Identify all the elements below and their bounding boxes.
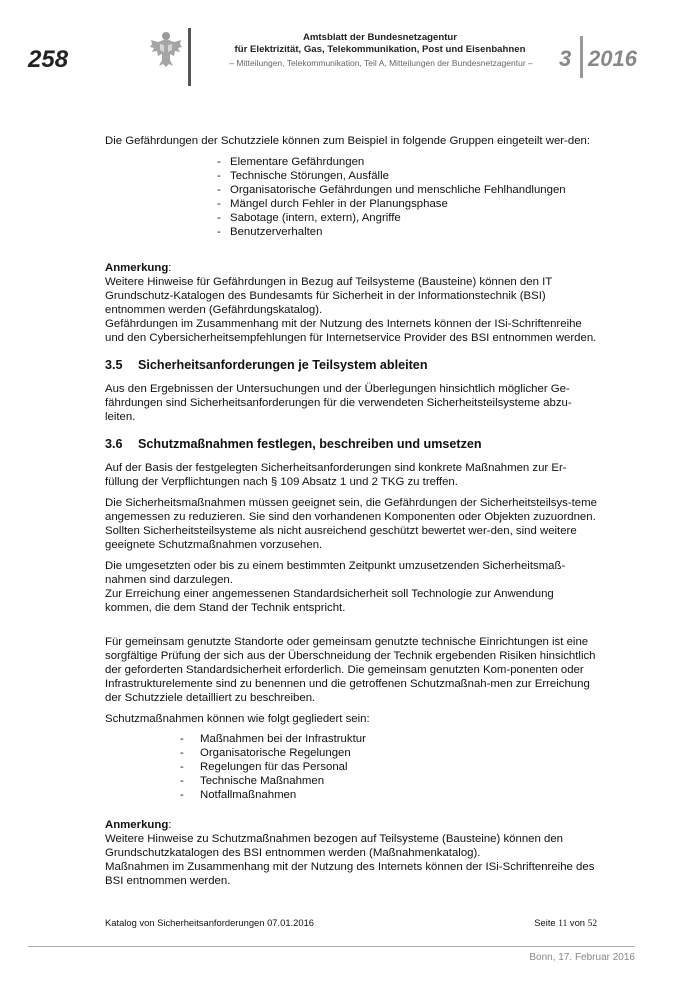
note-block: Anmerkung: Weitere Hinweise für Gefährdungen in Bezug auf Teilsysteme (Bausteine) können den IT Grundschutz-Katalogen des Bundesamts für Sicherheit in der Informationstechnik (BSI) entnommen werden (Gefährdungskatalog). Gefährdungen im Zusammenhang mit der Nutzung des Internets können der ISi-Schriftenreihe und den Cybersicherheitsempfehlungen für Internetservice Provider des BSI entnommen werden. [105,262,597,344]
document-body [105,134,597,888]
list-item: - Mängel durch Fehler in der Planungsphase [217,198,448,210]
list-item: - Technische Störungen, Ausfälle [217,170,389,182]
gazette-subtitle: – Mitteilungen, Telekommunikation, Teil A, Mitteilungen der Bundesnetzagentur – [229,58,533,68]
list-item: - Maßnahmen bei der Infrastruktur [180,733,366,745]
list-item: - Elementare Gefährdungen [217,156,365,168]
footer-divider [28,946,635,947]
note-label: Anmerkung [105,819,169,831]
intro-paragraph: Die Gefährdungen der Schutzziele können zum Beispiel in folgende Gruppen eingeteilt wer-den: [105,135,591,147]
list-item: - Notfallmaßnahmen [180,789,297,801]
paragraph: Schutzmaßnahmen können wie folgt gegliedert sein: [105,713,370,725]
note-text: Weitere Hinweise für Gefährdungen in Bezug auf Teilsysteme (Bausteine) können den IT Grundschutz-Katalogen des Bundesamts für Sicherheit in der Informationstechnik (BSI) entnommen werden (Gefährdungskatalog). [105,276,553,316]
catalog-footer: Katalog von Sicherheitsanforderungen 07.01.2016 [105,917,315,928]
note-block: Anmerkung: Weitere Hinweise zu Schutzmaßnahmen bezogen auf Teilsysteme (Bausteine) können den Grundschutzkatalogen des BSI entnommen werden (Maßnahmenkatalog). Maßnahmen im Zusammenhang mit der Nutzung des Internets können der ISi-Schriftenreihe des BSI entnommen werden. [105,818,597,888]
section-3-5-paragraph: Aus den Ergebnissen der Untersuchungen und der Überlegungen hinsichtlich möglicher Ge-fährdungen sind Sicherheitsanforderungen für die verwendeten Sicherheitsteilsysteme abzu-leiten. [105,383,572,423]
note-text: Maßnahmen im Zusammenhang mit der Nutzung des Internets können der ISi-Schriftenreihe des BSI entnommen werden. [105,861,595,887]
page-count: Seite 11 von 52 [534,917,597,929]
section-heading-3-6: 3.6 Schutzmaßnahmen festlegen, beschreiben und umsetzen [105,437,482,451]
section-heading-3-5: 3.5 Sicherheitsanforderungen je Teilsystem ableiten [105,358,428,372]
list-item: - Regelungen für das Personal [180,761,348,773]
list-item: - Organisatorische Regelungen [180,747,351,759]
publication-date: Bonn, 17. Februar 2016 [529,952,635,963]
list-item: - Sabotage (intern, extern), Angriffe [217,212,401,224]
paragraph: Die Sicherheitsmaßnahmen müssen geeignet sein, die Gefährdungen der Sicherheitsteilsys-teme angemessen zu reduzieren. Sie sind den vorhandenen Komponenten oder Objekten zuzuordnen. Sollten Sicherheitsteilsysteme als nicht ausreichend geschützt bewertet wer-den, sind weitere geeignete Schutzmaßnahmen vorzusehen. [105,497,597,551]
note-text: Weitere Hinweise zu Schutzmaßnahmen bezogen auf Teilsysteme (Bausteine) können den Grundschutzkatalogen des BSI entnommen werden (Maßnahmenkatalog). [105,833,563,859]
measures-list [180,732,597,802]
list-item: - Technische Maßnahmen [180,775,325,787]
issue-number: 3 [559,46,572,71]
threat-group-list [217,155,597,239]
gazette-title: Amtsblatt der Bundesnetzagentur [302,32,458,43]
issue-year: 2016 [588,46,637,71]
note-text: Gefährdungen im Zusammenhang mit der Nutzung des Internets können der ISi-Schriftenreihe und den Cybersicherheitsempfehlungen für Internetservice Provider des BSI entnommen werden. [105,318,597,344]
federal-eagle-icon [148,30,184,68]
list-item: - Benutzerverhalten [217,226,323,238]
header-divider [188,28,191,86]
paragraph: Die umgesetzten oder bis zu einem bestimmten Zeitpunkt umzusetzenden Sicherheitsmaß-nahmen sind darzulegen. Zur Erreichung einer angemessenen Standardsicherheit soll Technologie zur Anwendung kommen, die dem Stand der Technik entspricht. [105,560,566,614]
paragraph: Auf der Basis der festgelegten Sicherheitsanforderungen sind konkrete Maßnahmen zur Er-füllung der Verpflichtungen nach § 109 Absatz 1 und 2 TKG zu treffen. [105,462,567,488]
list-item: - Organisatorische Gefährdungen und menschliche Fehlhandlungen [217,184,566,196]
note-label: Anmerkung [105,262,169,274]
page-number: 258 [28,46,69,73]
issue-divider [580,36,583,78]
paragraph: Für gemeinsam genutzte Standorte oder gemeinsam genutzte technische Einrichtungen ist eine sorgfältige Prüfung der sich aus der Überschneidung der Technik ergebenden Risiken hinsichtlich der geforderten Standardsicherheit erforderlich. Die gemeinsam genutzten Kom-ponenten oder Infrastrukturelemente sind zu benennen und die getroffenen Schutzmaßnah-men zur Erreichung der Schutzziele detailliert zu beschreiben. [105,636,596,704]
gazette-title-line2: für Elektrizität, Gas, Telekommunikation, Post und Eisenbahnen [234,44,526,55]
